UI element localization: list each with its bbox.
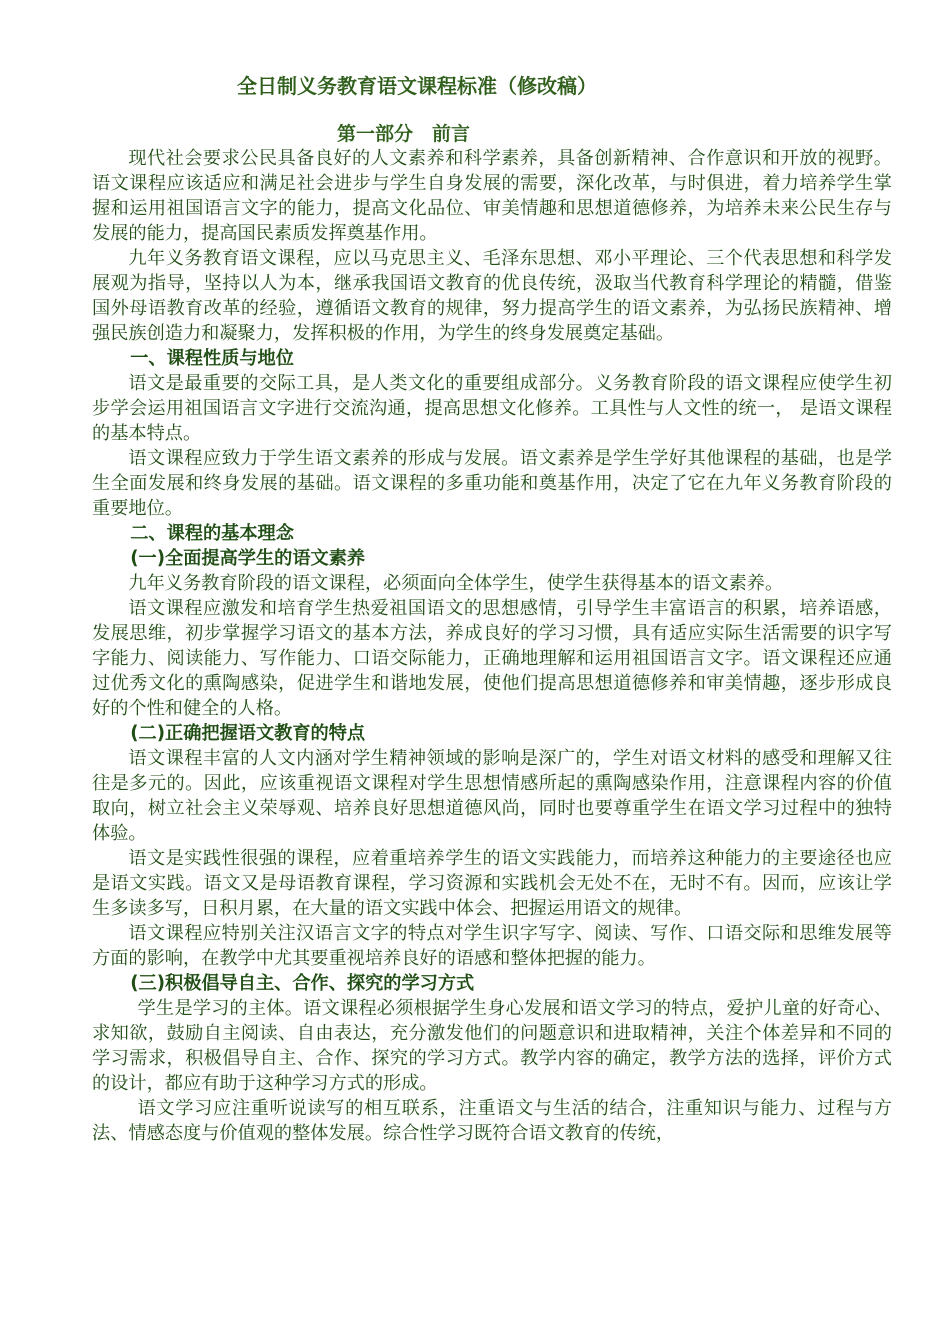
paragraph: 语文是最重要的交际工具，是人类文化的重要组成部分。义务教育阶段的语文课程应使学生初步学会运用祖国语言文字进行交流沟通，提高思想文化修养。工具性与人文性的统一， 是语文课程的基本特点。: [92, 373, 892, 444]
document-page: [92, 70, 892, 1146]
subsection-heading: (二)正确把握语文教育的特点: [130, 723, 366, 744]
part-title: 第一部分 前言: [337, 123, 471, 145]
paragraph: 语文课程应特别关注汉语言文字的特点对学生识字写字、阅读、写作、口语交际和思维发展等方面的影响，在教学中尤其要重视培养良好的语感和整体把握的能力。: [92, 923, 892, 969]
subsection-heading: (三)积极倡导自主、合作、探究的学习方式: [130, 973, 475, 994]
paragraph: 语文课程应激发和培育学生热爱祖国语文的思想感情，引导学生丰富语言的积累，培养语感，发展思维，初步掌握学习语文的基本方法，养成良好的学习习惯，具有适应实际生活需要的识字写字能力、阅读能力、写作能力、口语交际能力，正确地理解和运用祖国语言文字。语文课程还应通过优秀文化的熏陶感染，促进学生和谐地发展，使他们提高思想道德修养和审美情趣，逐步形成良好的个性和健全的人格。: [92, 598, 892, 719]
paragraph: 九年义务教育阶段的语文课程，必须面向全体学生，使学生获得基本的语文素养。: [128, 573, 784, 594]
section-heading: 一、课程性质与地位: [130, 348, 294, 369]
subsection-heading: (一)全面提高学生的语文素养: [130, 548, 366, 569]
paragraph: 语文是实践性很强的课程，应着重培养学生的语文实践能力，而培养这种能力的主要途径也应是语文实践。语文又是母语教育课程，学习资源和实践机会无处不在，无时不有。因而，应该让学生多读多写，日积月累，在大量的语文实践中体会、把握运用语文的规律。: [92, 848, 892, 919]
paragraph: 学生是学习的主体。语文课程必须根据学生身心发展和语文学习的特点，爱护儿童的好奇心、求知欲，鼓励自主阅读、自由表达，充分激发他们的问题意识和进取精神，关注个体差异和不同的学习需求，积极倡导自主、合作、探究的学习方式。教学内容的确定，教学方法的选择，评价方式的设计，都应有助于这种学习方式的形成。: [92, 998, 892, 1094]
paragraph: 现代社会要求公民具备良好的人文素养和科学素养，具备创新精神、合作意识和开放的视野。语文课程应该适应和满足社会进步与学生自身发展的需要，深化改革，与时俱进，着力培养学生掌握和运用祖国语言文字的能力，提高文化品位、审美情趣和思想道德修养，为培养未来公民生存与发展的能力，提高国民素质发挥奠基作用。: [92, 148, 892, 244]
paragraph: 九年义务教育语文课程，应以马克思主义、毛泽东思想、邓小平理论、三个代表思想和科学发展观为指导，坚持以人为本，继承我国语文教育的优良传统，汲取当代教育科学理论的精髓，借鉴国外母语教育改革的经验，遵循语文教育的规律，努力提高学生的语文素养，为弘扬民族精神、增强民族创造力和凝聚力，发挥积极的作用，为学生的终身发展奠定基础。: [92, 248, 892, 344]
section-heading: 二、课程的基本理念: [130, 523, 294, 544]
document-title: 全日制义务教育语文课程标准（修改稿）: [237, 74, 597, 98]
paragraph: 语文课程丰富的人文内涵对学生精神领域的影响是深广的，学生对语文材料的感受和理解又往往是多元的。因此，应该重视语文课程对学生思想情感所起的熏陶感染作用，注意课程内容的价值取向，树立社会主义荣辱观、培养良好思想道德风尚，同时也要尊重学生在语文学习过程中的独特体验。: [92, 748, 892, 844]
paragraph: 语文课程应致力于学生语文素养的形成与发展。语文素养是学生学好其他课程的基础，也是学生全面发展和终身发展的基础。语文课程的多重功能和奠基作用，决定了它在九年义务教育阶段的重要地位。: [92, 448, 892, 519]
paragraph: 语文学习应注重听说读写的相互联系，注重语文与生活的结合，注重知识与能力、过程与方法、情感态度与价值观的整体发展。综合性学习既符合语文教育的传统，: [92, 1098, 892, 1144]
